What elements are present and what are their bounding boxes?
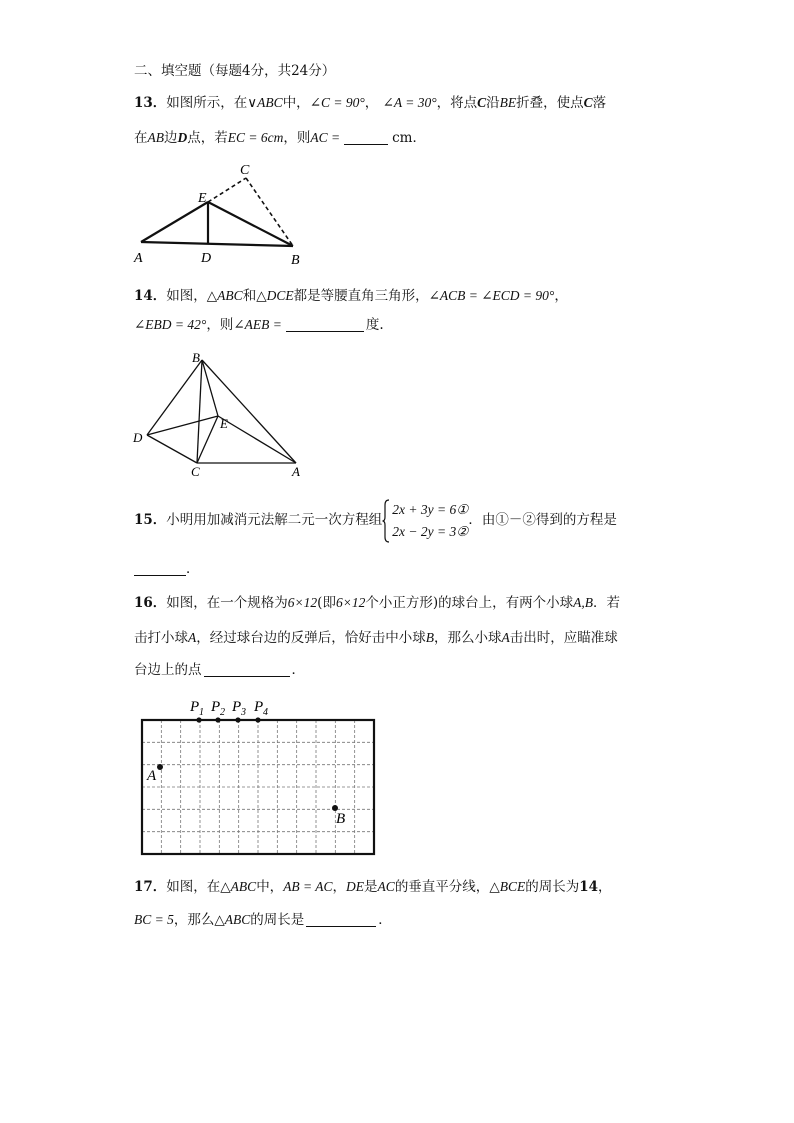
q16-text: ，经过球台边的反弹后，恰好击中小球: [196, 630, 426, 646]
q17-text: ，: [598, 879, 612, 895]
q16-text: 如图，在一个规格为: [166, 595, 288, 611]
q13-text: 如图所示，在: [166, 95, 248, 111]
q17-end: ．: [378, 912, 392, 928]
q13-seg-EB: [208, 202, 293, 246]
brace-icon: [382, 499, 390, 543]
q17-answer-blank[interactable]: [306, 912, 376, 927]
q15-answer-blank[interactable]: [134, 561, 186, 576]
q16-label-p2-sub: 2: [220, 707, 225, 718]
q13-seg-CB: [246, 178, 293, 246]
q16-line2: [134, 629, 618, 647]
q13-text: ，则: [283, 130, 311, 146]
q17-triangle-abc: △ABC: [214, 912, 251, 927]
q15-text: ．由①－②得到的方程是: [468, 512, 617, 528]
q14-label-b: B: [192, 350, 200, 365]
q13-text: 落: [592, 95, 607, 111]
q15-line2: [134, 560, 200, 578]
q16-label-a: A: [147, 768, 157, 784]
q13-point-d: D: [177, 130, 188, 145]
q14-line2: [134, 316, 384, 334]
q16-text: 个小正方形)的球台上，有两个小球: [365, 595, 574, 611]
q17-equal-sides: AB = AC: [283, 879, 333, 894]
q13-line2: [134, 129, 426, 147]
q16-size: 6×12: [287, 595, 318, 610]
section-title-text: 二、填空题（每题4分，共24分）: [134, 63, 336, 79]
q16-ball-b: B: [425, 630, 434, 645]
q16-text: 台边上的点: [134, 662, 202, 678]
q16-label-p1: P: [190, 699, 200, 715]
q17-text: ，: [332, 879, 347, 895]
q16-balls: A,B: [573, 595, 593, 610]
q14-seg-DC: [147, 435, 197, 463]
q13-answer-blank[interactable]: [344, 130, 388, 145]
q17-bc: BC = 5: [134, 912, 174, 927]
q17-text: 如图，在: [166, 879, 221, 895]
q14-ask: ∠AEB =: [233, 317, 282, 332]
q16-label-p2: P: [211, 699, 221, 715]
q14-seg-CE: [197, 416, 218, 463]
q17-triangle: △ABC: [220, 879, 257, 894]
q13-point-c: C: [477, 95, 487, 110]
q13-text: 沿: [486, 95, 500, 111]
q16-number: 16．: [134, 595, 167, 611]
q13-text: ，: [364, 95, 379, 111]
q16-label-b: B: [336, 811, 346, 827]
q17-perimeter: 14: [579, 879, 598, 895]
q17-line2: [134, 911, 392, 929]
q16-text: ，那么小球: [434, 630, 502, 646]
q14-text: 和: [242, 288, 257, 304]
q17-text: 的周长为: [525, 879, 580, 895]
q13-label-d: D: [201, 251, 212, 266]
q16-p4-dot: [255, 717, 260, 722]
q17-text: 中，: [256, 879, 284, 895]
q13-unit: cm．: [392, 130, 426, 146]
q13-triangle: ∨ABC: [247, 95, 283, 110]
q13-text: ，将点: [436, 95, 478, 111]
q14-angle-ebd: ∠EBD = 42°: [134, 317, 207, 332]
q14-seg-BC: [197, 360, 202, 463]
q16-answer-blank[interactable]: [204, 662, 290, 677]
q13-text: 折叠，使点: [516, 95, 584, 111]
q14-seg-EA: [218, 416, 296, 463]
q16-label-p1-sub: 1: [199, 707, 204, 718]
q16-text: 击打小球: [134, 630, 188, 646]
q13-segment-be: BE: [499, 95, 517, 110]
q17-line1: [134, 878, 612, 896]
q16-size: 6×12: [335, 595, 366, 610]
q16-p2-dot: [215, 717, 220, 722]
q13-segment-ab: AB: [147, 130, 164, 145]
q14-seg-BD: [147, 360, 202, 435]
q13-seg-EC: [208, 178, 246, 202]
q17-text: 是: [364, 879, 378, 895]
q14-number: 14．: [134, 288, 167, 304]
q17-text: 的垂直平分线，: [394, 879, 490, 895]
q16-billiard-table: [136, 692, 386, 862]
q13-label-c: C: [240, 163, 250, 178]
q17-segment-ac: AC: [377, 879, 395, 894]
q17-number: 17．: [134, 879, 167, 895]
q16-label-p3-sub: 3: [241, 707, 246, 718]
q16-grid: [142, 720, 374, 854]
q14-unit: 度.: [365, 317, 384, 333]
q16-text: 击出时，应瞄准球: [509, 630, 618, 646]
q17-text: 的周长是: [250, 912, 305, 928]
q14-text: 都是等腰直角三角形，: [293, 288, 429, 304]
q16-line3: [134, 661, 305, 679]
q16-ball-a-dot: [157, 764, 163, 770]
q16-text: ．若: [592, 595, 620, 611]
q13-seg-AE: [141, 202, 208, 242]
q16-ball-a: A: [188, 630, 197, 645]
section-title: [134, 62, 335, 80]
q14-figure: [128, 346, 318, 480]
q13-label-a: A: [134, 251, 143, 266]
q16-end: ．: [291, 662, 305, 678]
q14-text: ，则: [206, 317, 234, 333]
q14-triangle-dce: △DCE: [256, 288, 294, 303]
q13-point-c: C: [583, 95, 593, 110]
q14-text: ，: [554, 288, 568, 304]
q17-segment-de: DE: [346, 879, 365, 894]
q13-text: 点，若: [187, 130, 228, 146]
q13-seg-AB: [141, 242, 293, 246]
q17-triangle-bce: △BCE: [489, 879, 526, 894]
q14-answer-blank[interactable]: [286, 317, 364, 332]
q16-label-p4: P: [254, 699, 264, 715]
q13-label-e: E: [198, 191, 207, 206]
q13-angle-a: ∠A = 30°: [382, 95, 437, 110]
q14-line1: [134, 287, 568, 305]
q14-label-a: A: [292, 464, 300, 479]
q13-figure: [128, 158, 308, 268]
q15-number: 15．: [134, 512, 167, 528]
q13-angle-c: ∠C = 90°: [309, 95, 365, 110]
q14-label-d: D: [133, 430, 143, 445]
q15-eq2: 2x − 2y = 3②: [392, 523, 469, 539]
q14-text: 如图，: [166, 288, 207, 304]
q14-triangle-abc: △ABC: [206, 288, 243, 303]
q14-label-e: E: [220, 416, 228, 431]
q13-ec: EC = 6cm: [227, 130, 284, 145]
q13-text: 在: [134, 130, 148, 146]
q15-equation-system: [382, 499, 468, 543]
q15-text: 小明用加减消元法解二元一次方程组: [166, 512, 383, 528]
q14-angles: ∠ACB = ∠ECD = 90°: [428, 288, 555, 303]
q13-number: 13．: [134, 95, 167, 111]
q14-seg-DE: [147, 416, 218, 435]
q15-eq1: 2x + 3y = 6①: [392, 501, 469, 517]
q13-text: 边: [164, 130, 178, 146]
q15-line1: [134, 498, 617, 542]
q16-line1: [134, 594, 620, 612]
q13-line1: [134, 94, 606, 112]
q16-p3-dot: [235, 717, 240, 722]
q16-text: (即: [317, 595, 336, 611]
q13-text: 中，: [282, 95, 310, 111]
q14-label-c: C: [191, 464, 200, 479]
q13-ac: AC =: [310, 130, 341, 145]
q15-end: ．: [186, 561, 200, 577]
q16-label-p4-sub: 4: [263, 707, 268, 718]
q16-label-p3: P: [232, 699, 242, 715]
q16-p1-dot: [196, 717, 201, 722]
q13-label-b: B: [291, 253, 300, 268]
q17-text: ，那么: [173, 912, 215, 928]
q16-ball-a: A: [501, 630, 510, 645]
